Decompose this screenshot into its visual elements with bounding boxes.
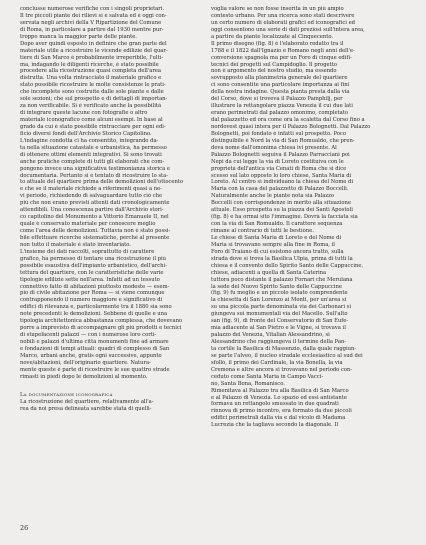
text-line: vi periodo, richiedendo di salvaguardare tutto ciò che (20, 193, 163, 200)
text-line: ta cortile la Basilica di Massenzio, dalla quale raggiun- (211, 345, 357, 352)
text-line: grado da cui è stato possibile rintracciare per ogni edi- (20, 123, 166, 130)
text-line: Rimenitava al Palazzo tra alla Basilica di San Marco (211, 387, 349, 394)
text-line: se parte l'alveo, il nucleo stradale ecclesiastico al sud dei (211, 352, 363, 359)
text-line: nove/abitazioni, dell'originario quartiere. Natura- (20, 359, 151, 366)
text-line: chiesa e il convento dello Spirito Santo delle Cappuccine, (211, 262, 364, 269)
text-line: di ottenere ottimi elementi integrativi. Si sono trovati (20, 151, 162, 158)
text-line: la sede del Nuovo Spirito Santo delle Cappuccine (211, 283, 342, 290)
text-line: oggi consentono una serie di dati preziosi sull'intera area, (211, 26, 365, 33)
text-line: Dopo aver quindi esposto in definire che gran parte del (20, 40, 167, 47)
text-line: giungeva sui monumentali via del Macello. Sull'alto (211, 311, 348, 318)
left-column (20, 6, 205, 413)
text-line: quale è conservato materiale per conoscere meglio (20, 221, 156, 228)
text-line: mente queste è parte di ricostruire le sue quattro strade (20, 366, 170, 373)
left-column-body-text (20, 6, 205, 381)
text-line: Palazzo Bolognetti seguiva il Palazzo Parracciani poi (211, 151, 350, 158)
text-line: di integrare queste lacune con fotografie o altro (20, 110, 148, 117)
text-line: di stupefacenti palazzi — con i numerose loro corti- (20, 332, 157, 339)
text-line: conclusse numerose verifiche con i singoli proprietari. (20, 6, 165, 12)
text-line: ci sono consentite una particolare importanza ai fini (211, 82, 350, 89)
text-line: voglia valore se non fosse inserita in un più ampio (211, 6, 344, 12)
text-line: sovrapposto alla planimetria generale del quartiere (211, 75, 348, 82)
text-line: non è argomento del nostro studio, ma essendo (211, 68, 337, 75)
text-line: contesto urbano. Per una ricerca sono stati descrivere (211, 12, 355, 19)
text-line: e che se il materiale richiede a riferimenti quasi a ne- (20, 186, 162, 193)
text-line: 1788 e il 1822 dall'Ignazio e Romano negli anni dell'e- (211, 47, 355, 54)
text-line: tipologia architettonica abbastanza complessa, che dovevano (20, 318, 183, 325)
text-line: a partire da piante localizzate al Cinquecento. (211, 33, 334, 40)
text-line: materiale utile a ricostruire le vicende edilizie del quar- (20, 47, 168, 54)
text-line: ta nella situazione catastale e urbanistica, ha permesso (20, 144, 167, 151)
left-column-section-text (20, 399, 205, 413)
text-line: distrutta. Una volta rintracciato il materiale grafico e (20, 75, 162, 82)
text-line: grafico, ha permesso di tentare una ricostruzione il più (20, 255, 166, 262)
text-line: tecnici dei progetti sul Campidoglio. Il progetto (211, 61, 337, 68)
text-line: tipologie edilizie sette nell'area. Infatti ad un tessuto (20, 276, 160, 283)
text-line: un certo numero di elaborati grafici ed iconografici ed (211, 19, 356, 26)
right-column (211, 6, 396, 429)
text-line: attuale. Esso prospetta su la piazza dei Santi Apostoli (211, 207, 353, 214)
text-line: san (fig. 9), di fronte del Conservatorio di San Eufe- (211, 318, 349, 325)
text-line: Naturalmente anche le piante nota sia Palazzo (211, 193, 335, 200)
text-line: Nepi da cui legge la via di Loreto costituiva con le (211, 158, 344, 165)
text-line: attendibili. Una conoscenza partire dall'Archivio stori- (20, 207, 164, 214)
text-line: materiale iconografico come alcuni esempi. In base al (20, 117, 163, 123)
text-line: to attuale del quartiere prima delle demolizioni dell'ottocento (20, 179, 184, 186)
text-line: erano perimetrati dal palazzo omonimo, completato (211, 110, 348, 117)
text-line: mia adiacente al San Pietro e le Vigne, si trovava il (211, 325, 346, 332)
text-line: palazzo dei Venezia, Vitalian Alessandrino, si (211, 332, 330, 339)
text-line: pio di civile abitazione per Roma — si viene comunque (20, 290, 165, 297)
text-line: stato possibile ricostruire le molte consistenze le prati- (20, 82, 166, 89)
text-line: ficio diversi fondi dell'Archivio Storico Capitolino. (20, 130, 152, 137)
text-line: Maria con la casa del palazzetto di Palazzo Boccelli. (211, 186, 349, 193)
text-line: rinnova di primo incontro, era formato da due piccoli (211, 408, 352, 415)
text-line: tiere di San Marco è probabilmente irreperibile, l'ulti- (20, 54, 164, 61)
text-line: rimasti in piedi dopo le demolizioni al momento. (20, 373, 148, 380)
text-line: chiese, adiacenti a quella di Santa Caterina (211, 269, 327, 276)
text-line: connettivo fatto di abitazioni piuttosto modeste — esem- (20, 283, 170, 290)
text-line: Le chiese di Santa Maria di Loreto e del Nome di (211, 234, 342, 241)
text-line: Foro di Traiano di cui esistono ancora tratto, sulla (211, 248, 344, 255)
text-line: no, Santa Bona, Romanisco. (211, 380, 285, 387)
section-heading: La documentazione iconografica (20, 391, 113, 398)
text-line: Bolognetti, poi fondato è infatti sul prospetto. Poco (211, 130, 346, 137)
section-spacer (20, 381, 205, 391)
text-line: di Roma, in particolare a partire dal 1930 mentre pur- (20, 26, 164, 33)
text-line: come l'area delle demolizioni. Tuttavia non è stato possi- (20, 228, 171, 234)
text-line: documentaria. Pertanto si è tentato di ricostruire lo sta- (20, 172, 168, 179)
text-line: proprietà dell'antica via Cenati di Roma che si dice (211, 165, 347, 172)
text-line: servata negli archivi della V Ripartizione del Comune (20, 19, 162, 26)
text-line: strada dove si trova la Basilica Ulpia, prima di tutti la (211, 255, 353, 262)
text-line: distinguibile è Nord la via di San Romualdo, che pren- (211, 137, 355, 144)
text-line: L'insieme dei dati raccolti, soprattutto di carattere (20, 248, 155, 255)
text-line: anche pratiche complete di tutti gli elaborati che com- (20, 158, 165, 165)
text-line: e fondazioni di tempi attuali: quadri di complesso di San (20, 345, 170, 352)
text-line: (fig. 9) fu meglio e un piccolo isolato comprendente (211, 290, 348, 297)
text-line: del Corso, dove si troveva il Palazzo Pamphilj, per (211, 96, 343, 103)
text-line: La ricostruzione del quartiere, relativamente all'a- (20, 398, 154, 405)
text-line: contrapponendo il numero maggiore e significativo di (20, 297, 163, 304)
text-line: non tutto il materiale è stato inventariato. (20, 241, 131, 248)
text-line: scesso sul lato opposto lo loro chiese, Santa Maria di (211, 172, 352, 179)
text-line: possibile esaustiva dell'impianto urbanistico, dell'archi- (20, 262, 167, 269)
text-line: pongono invece una significativa testimonianza storica e (20, 165, 170, 172)
text-line: più che non erano previsti attenti dati cronologicamente (20, 200, 170, 207)
text-line: Lucrezia che la tagliava secondo la diagonale. Il (211, 422, 339, 429)
text-line: dal palazzetto ed ora come ora la scaletta dal Corso fino a (211, 117, 365, 123)
text-line: (fig. 8) e ha ormai sito l'immagine. Dovrà la facciata sia (211, 214, 358, 221)
text-line: Marco, urbani anche, gratis ogni successive, appunto (20, 352, 162, 359)
text-line: sfollò, il primo dei Cardinale, la via Bonella, la via (211, 359, 343, 366)
text-line: tuttora poco distante il palazzo Fornari che Merulana (211, 276, 353, 283)
text-line: Il tre piccoli piante dei rilievi si è salvata ed è oggi con- (20, 12, 167, 19)
text-line: sole sezioni; che sul prospetto e di dettagli di importan- (20, 96, 168, 103)
text-line: procedere alla ricostruzione quasi completa dell'area (20, 68, 162, 75)
text-line: Alessandrino che raggiungeva il termine della Pan- (211, 339, 347, 345)
page-number: 26 (20, 524, 29, 532)
text-line: su una piccola parte denominata via dei Carbonari si (211, 304, 351, 311)
text-line: formava un rettangolo smussato in due quadrati (211, 401, 339, 408)
text-line: co capitolino del Monumento a Vittorio Emanuele II, nel (20, 214, 169, 221)
text-line: Boccelli con corrispondenze in merito alla situazione (211, 200, 351, 207)
text-line: troppo manca la maggior parte delle piante. (20, 33, 137, 40)
text-line: Cremona e altre ancora si trovavano nel periodo con- (211, 366, 353, 373)
text-line: porre a imprevisto di accompagnare gli più prodotti e tecnici (20, 325, 182, 332)
text-line: deva nome dall'omonima chiesa ivi presente. Al (211, 144, 337, 151)
text-line: che incomplete sono costruite dalle sole piante e dalle (20, 89, 164, 96)
text-line: edifici di rilevanza e, particolarmente tra il 1880 sia sono (20, 304, 172, 311)
text-line: rea da noi presa delineata sarebbe stata di quelli- (20, 405, 152, 412)
text-line: e al Palazzo di Venezia. Lo spazio ed essi antistante (211, 394, 347, 401)
text-line: Il primo disegno (fig. 8) è l'elaborato redatto tra il (211, 40, 344, 47)
text-line: Maria si trovavano sempre alla fine in Roma, il (211, 241, 335, 248)
text-line: conversione spagnola ma per un Foro di cinque edifi- (211, 54, 352, 61)
right-column-body-text (211, 6, 396, 429)
text-line: edifici perimetrali dalla via e dal vicolo di Madama (211, 415, 346, 422)
text-line: la chiesetta di San Lorenzo ai Monti, per un'area si (211, 297, 347, 304)
text-line: ma, indagando le diligenti ricerche, è stato possibile (20, 61, 159, 68)
text-line: della nostra indagine. Questa pianta presta dalla via (211, 89, 350, 96)
text-line: nordovest quasi intera per il Palazzo Bolognetti. Dal Palazzo (211, 123, 371, 130)
text-line: con la via di San Romualdo. Il carattere sequenza (211, 221, 343, 228)
text-line: illustrare la rettangolare piazza Venezia il cui due lati (211, 103, 353, 110)
text-line: rimane al contrario di tutti le bestione. (211, 228, 314, 234)
text-line: bile effettuare ricerche sistematiche, perché al presente (20, 234, 170, 241)
text-line: L'indagine condotta ci ha consentito, integrando da- (20, 137, 159, 144)
text-line: nobili e palazzi d'ultima città monumenti fine ad armare (20, 339, 169, 345)
text-line: note precedenti le demolizioni. Sebbene di quelle e una (20, 311, 168, 318)
text-line: za non verificabile. Si è verificato anche la possibilità (20, 103, 162, 110)
text-line: tettura del quartiere, con le caratteristiche delle varie (20, 269, 164, 276)
text-line: Loreto. Al centro si individuano la chiesa del Nome di (211, 179, 354, 186)
text-line: ceduto come Santa Maria in Campo Vacci- (211, 373, 324, 380)
